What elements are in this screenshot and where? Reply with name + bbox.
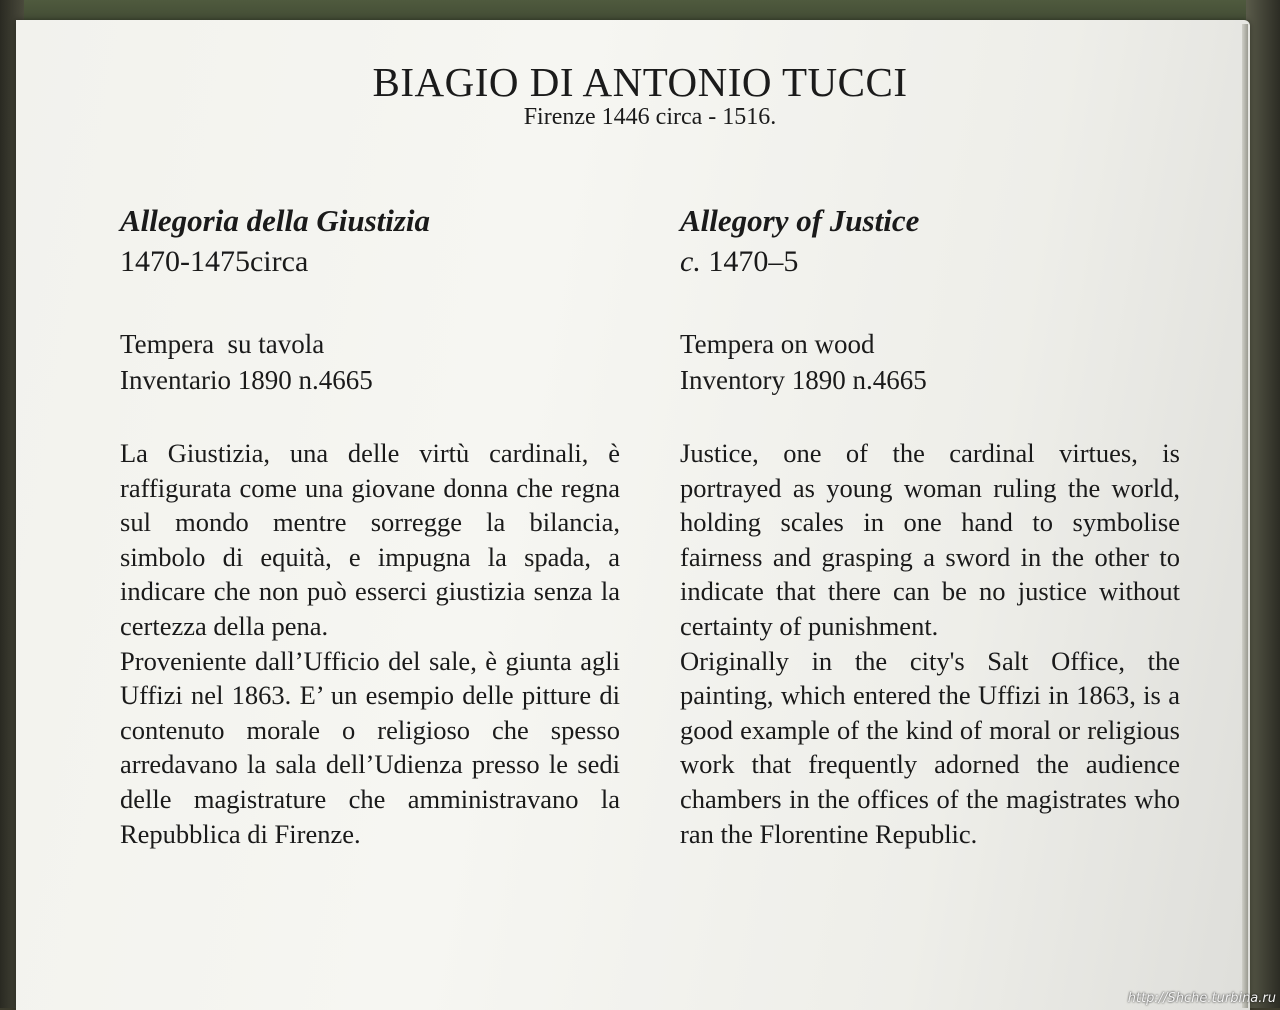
description-english <box>680 436 1180 851</box>
artist-name: BIAGIO DI ANTONIO TUCCI <box>372 59 908 105</box>
date-italian: 1470-1475circa <box>120 245 309 278</box>
description-italian <box>120 436 620 851</box>
artist-dates: Firenze 1446 circa - 1516. <box>523 104 777 130</box>
paragraph-english-1: Justice, one of the cardinal virtues, is portrayed as young woman ruling the world, holding scales in one hand to symbolise fairness and grasping a sword in the other to indicate that there can be no justice without certainty of punishment. <box>680 438 1180 641</box>
medium-english: Tempera on wood <box>680 329 875 359</box>
date-prefix-english: c. <box>680 245 701 278</box>
title-english: Allegory of Justice <box>680 203 920 238</box>
paragraph-italian-2: Proveniente dall’Ufficio del sale, è giunta agli Uffizi nel 1863. E’ un esempio delle pitture di contenuto morale o religioso che spesso arredavano la sala dell’Udienza presso le sedi delle magistrature che amministravano la Repubblica di Firenze. <box>120 645 620 849</box>
medium-italian: Tempera su tavola <box>120 329 325 359</box>
paragraph-italian-1: La Giustizia, una delle virtù cardinali, è raffigurata come una giovane donna che regna sul mondo mentre sorregge la bilancia, simbolo di equità, e impugna la spada, a indicare che non può esserci giustizia senza la certezza della pena. <box>120 438 620 641</box>
date-value-english: 1470–5 <box>700 245 799 278</box>
inventory-italian: Inventario 1890 n.4665 <box>120 365 373 395</box>
inventory-english: Inventory 1890 n.4665 <box>680 365 927 395</box>
title-italian: Allegoria della Giustizia <box>120 203 431 238</box>
card-edge-shadow <box>1242 24 1248 1008</box>
date-english <box>680 244 1180 280</box>
paragraph-english-2: Originally in the city's Salt Office, the painting, which entered the Uffizi in 1863, is a good example of the kind of moral or religious work that frequently adorned the audience chambers in the offices of the magistrates who ran the Florentine Republic. <box>680 645 1180 849</box>
wall-frame-right <box>1246 0 1280 1008</box>
meta-italian <box>120 326 620 398</box>
watermark-text: http://Shche.turbina.ru <box>1127 991 1276 1006</box>
meta-english <box>680 326 1180 398</box>
